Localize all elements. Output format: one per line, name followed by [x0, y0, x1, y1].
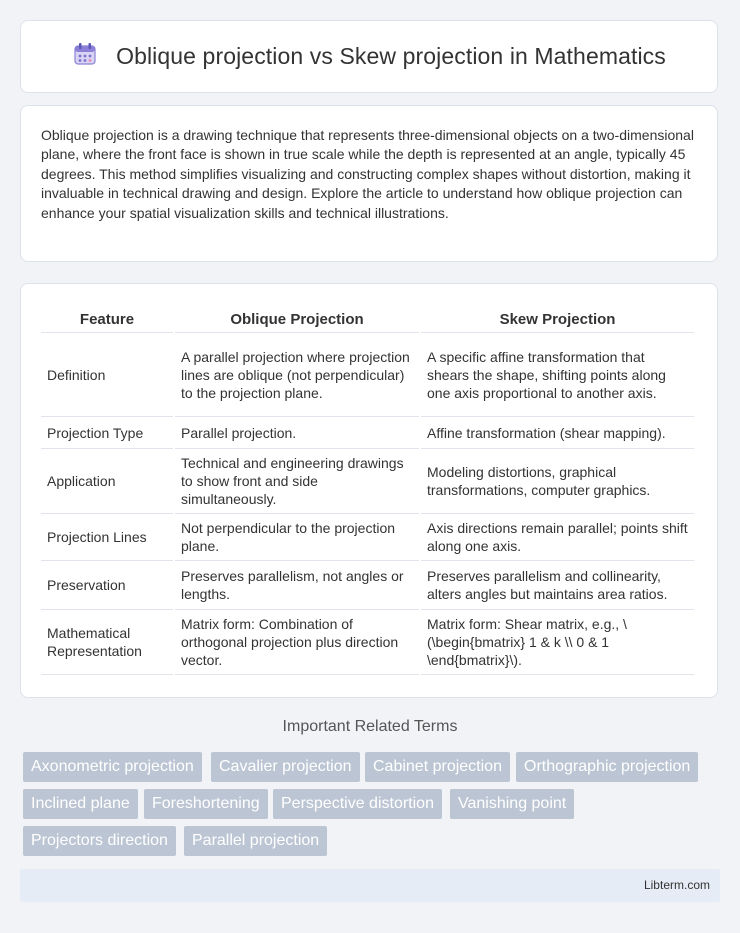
table-row — [41, 514, 694, 561]
feature-cell: Application — [41, 449, 173, 514]
feature-cell: Mathematical Representation — [41, 610, 173, 675]
tag-vanishing-point[interactable]: Vanishing point — [450, 789, 574, 819]
skew-cell: A specific affine transformation that shears the shape, shifting points along one axis proportional to another axis. — [421, 333, 694, 417]
skew-cell: Modeling distortions, graphical transformations, computer graphics. — [421, 449, 694, 514]
table-header-row — [41, 302, 694, 333]
header-oblique: Oblique Projection — [175, 302, 419, 333]
footer-bar — [20, 869, 720, 902]
page-title: Oblique projection vs Skew projection in Mathematics — [116, 43, 666, 69]
related-terms-title: Important Related Terms — [282, 718, 458, 735]
table-row — [41, 610, 694, 675]
tag-inclined-plane[interactable]: Inclined plane — [23, 789, 138, 819]
oblique-cell: A parallel projection where projection lines are oblique (not perpendicular) to the projection plane. — [175, 333, 419, 417]
tag-projectors-direction[interactable]: Projectors direction — [23, 826, 176, 856]
table-row — [41, 333, 694, 417]
feature-cell: Preservation — [41, 561, 173, 610]
footer-brand-link[interactable]: Libterm.com — [643, 878, 710, 892]
intro-paragraph: Oblique projection is a drawing technique that represents three-dimensional objects on a two-dimensional plane, where the front face is shown in true scale while the depth is represented at an angle, typically 45 degrees. This method simplifies visualizing and constructing complex shapes without distortion, making it invaluable in technical drawing and design. Explore the article to understand how oblique projection can enhance your spatial visualization skills and technical illustrations. — [41, 127, 694, 221]
comparison-table-card — [20, 283, 718, 698]
feature-cell: Projection Lines — [41, 514, 173, 561]
skew-cell: Preserves parallelism and collinearity, alters angles but maintains area ratios. — [421, 561, 694, 610]
oblique-cell: Preserves parallelism, not angles or lengths. — [175, 561, 419, 610]
oblique-cell: Parallel projection. — [175, 417, 419, 449]
tag-parallel-projection[interactable]: Parallel projection — [184, 826, 327, 856]
tag-orthographic-projection[interactable]: Orthographic projection — [516, 752, 698, 782]
comparison-table — [39, 302, 696, 675]
oblique-cell: Technical and engineering drawings to show front and side simultaneously. — [175, 449, 419, 514]
tag-perspective-distortion[interactable]: Perspective distortion — [273, 789, 442, 819]
table-row — [41, 449, 694, 514]
feature-cell: Definition — [41, 333, 173, 417]
table-row — [41, 417, 694, 449]
skew-cell: Axis directions remain parallel; points shift along one axis. — [421, 514, 694, 561]
skew-cell: Matrix form: Shear matrix, e.g., \(\begin{bmatrix} 1 & k \\ 0 & 1 \end{bmatrix}\). — [421, 610, 694, 675]
skew-cell: Affine transformation (shear mapping). — [421, 417, 694, 449]
calendar-icon — [72, 41, 98, 72]
header-card — [20, 20, 718, 93]
tag-axonometric-projection[interactable]: Axonometric projection — [23, 752, 202, 782]
tag-cavalier-projection[interactable]: Cavalier projection — [211, 752, 360, 782]
tag-foreshortening[interactable]: Foreshortening — [144, 789, 268, 819]
oblique-cell: Not perpendicular to the projection plane. — [175, 514, 419, 561]
tag-cabinet-projection[interactable]: Cabinet projection — [365, 752, 510, 782]
feature-cell: Projection Type — [41, 417, 173, 449]
header-skew: Skew Projection — [421, 302, 694, 333]
table-row — [41, 561, 694, 610]
title-wrap — [72, 41, 666, 72]
header-feature: Feature — [41, 302, 173, 333]
oblique-cell: Matrix form: Combination of orthogonal projection plus direction vector. — [175, 610, 419, 675]
intro-card — [20, 105, 718, 262]
